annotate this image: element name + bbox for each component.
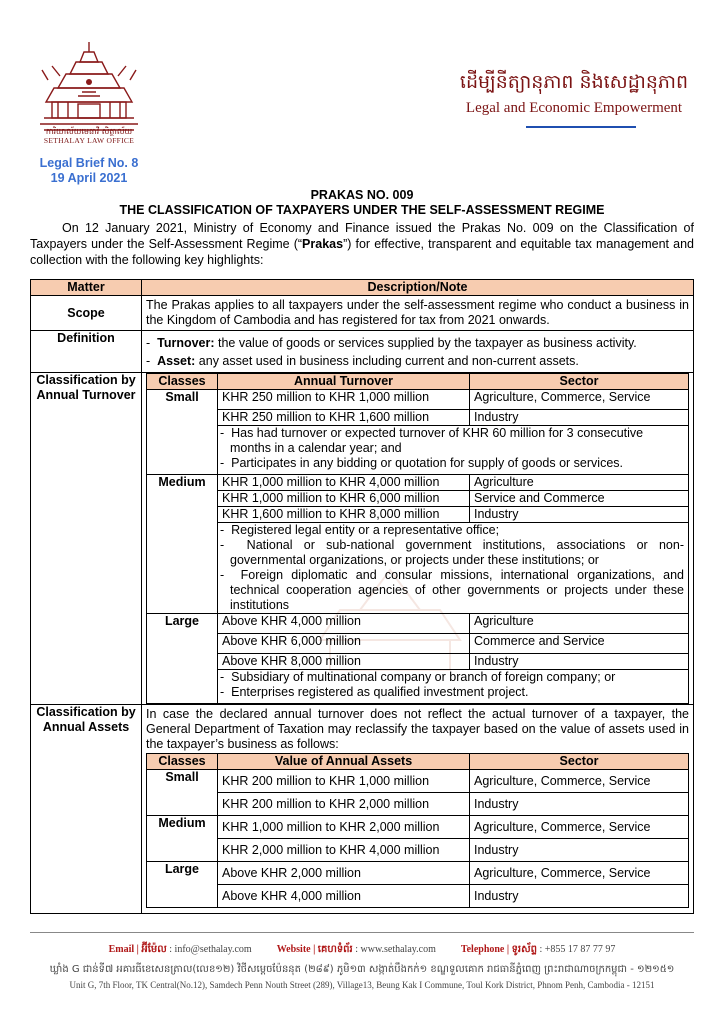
class-medium: Medium bbox=[147, 816, 218, 862]
asset-value: KHR 2,000 million to KHR 4,000 million bbox=[218, 839, 470, 862]
turnover-small-row-1 bbox=[147, 390, 689, 410]
assets-cell bbox=[142, 705, 694, 914]
definition-asset: - Asset: any asset used in business including current and non-current assets. bbox=[146, 354, 579, 368]
asset-sector: Agriculture, Commerce, Service bbox=[470, 816, 689, 839]
assets-large-row-1 bbox=[147, 862, 689, 885]
turnover-definition-text: the value of goods or services supplied by the taxpayer as business activity. bbox=[214, 336, 637, 350]
turnover-value: KHR 1,600 million to KHR 8,000 million bbox=[218, 507, 470, 523]
class-large: Large bbox=[147, 614, 218, 704]
asset-sector: Industry bbox=[470, 839, 689, 862]
turnover-sector: Commerce and Service bbox=[470, 634, 689, 654]
intro-text-1: On 12 January 2021, Ministry of Economy and Finance issued the Prakas No. 009 on the Classification of Taxpayers under the Self-Assessment Regime (“ bbox=[30, 221, 694, 251]
turnover-large-criteria bbox=[147, 670, 689, 704]
criteria-item: - Subsidiary of multinational company or branch of foreign company; or bbox=[220, 670, 616, 684]
title-line-2: THE CLASSIFICATION OF TAXPAYERS UNDER THE SELF-ASSESSMENT REGIME bbox=[119, 203, 605, 217]
turnover-large-row-2 bbox=[147, 634, 689, 654]
asset-sector: Agriculture, Commerce, Service bbox=[470, 862, 689, 885]
turnover-value: KHR 1,000 million to KHR 4,000 million bbox=[218, 475, 470, 491]
matter-turnover: Classification by Annual Turnover bbox=[31, 373, 142, 705]
inner-header-sector: Sector bbox=[470, 754, 689, 770]
row-assets-classification bbox=[31, 705, 694, 914]
turnover-sector: Industry bbox=[470, 654, 689, 670]
class-small: Small bbox=[147, 390, 218, 475]
turnover-inner-header bbox=[147, 374, 689, 390]
asset-definition-text: any asset used in business including current and non-current assets. bbox=[195, 354, 579, 368]
website-label: Website | គេហទំព័រ bbox=[276, 944, 353, 955]
turnover-sector: Industry bbox=[470, 410, 689, 426]
intro-paragraph bbox=[30, 220, 694, 268]
turnover-sector: Agriculture, Commerce, Service bbox=[470, 390, 689, 410]
turnover-sector: Industry bbox=[470, 507, 689, 523]
definition-list bbox=[146, 331, 689, 372]
small-criteria-list bbox=[218, 426, 689, 475]
header-matter: Matter bbox=[31, 280, 142, 296]
definition-cell bbox=[142, 331, 694, 373]
table-header-row bbox=[31, 280, 694, 296]
turnover-sector: Agriculture bbox=[470, 475, 689, 491]
turnover-value: Above KHR 4,000 million bbox=[218, 614, 470, 634]
asset-sector: Agriculture, Commerce, Service bbox=[470, 770, 689, 793]
logo-caption-khmer: ការិយាល័យមេធាវី សិត្ថាល័យ bbox=[45, 127, 133, 136]
criteria-text: Subsidiary of multinational company or branch of foreign company; or bbox=[231, 670, 616, 684]
brief-date: 19 April 2021 bbox=[50, 171, 128, 185]
criteria-text: Foreign diplomatic and consular missions, international organizations, and technical cooperation agencies of other governments or projects under these institutions bbox=[230, 568, 685, 612]
criteria-item: - Participates in any bidding or quotation for supply of goods or services. bbox=[220, 456, 623, 470]
turnover-medium-criteria bbox=[147, 523, 689, 614]
term-turnover: Turnover: bbox=[157, 336, 215, 350]
turnover-small-row-2 bbox=[147, 410, 689, 426]
assets-text: In case the declared annual turnover does not reflect the actual turnover of a taxpayer, the General Department of Taxation may reclassify the taxpayer based on the value of assets used in the taxpayer’s business as follows: bbox=[146, 707, 689, 751]
assets-inner-header bbox=[147, 754, 689, 770]
class-large: Large bbox=[147, 862, 218, 908]
assets-large-row-2 bbox=[147, 885, 689, 908]
brand-tagline-khmer: ដើម្បីនីត្យានុភាព និងសេដ្ឋានុភាព bbox=[459, 71, 689, 93]
turnover-medium-row-2 bbox=[147, 491, 689, 507]
scope-cell bbox=[142, 296, 694, 331]
phone-label: Telephone | ទូរស័ព្ទ bbox=[460, 944, 537, 955]
class-medium: Medium bbox=[147, 475, 218, 614]
matter-definition: Definition bbox=[31, 331, 142, 373]
asset-value: Above KHR 2,000 million bbox=[218, 862, 470, 885]
intro-prakas-term: Prakas bbox=[302, 237, 344, 251]
footer-divider bbox=[30, 932, 694, 933]
assets-small-row-1 bbox=[147, 770, 689, 793]
inner-header-classes: Classes bbox=[147, 374, 218, 390]
criteria-item: - Foreign diplomatic and consular missions, international organizations, and technical cooperation agencies of other governments or projects under these institutions bbox=[220, 568, 685, 612]
brief-number: Legal Brief No. 8 bbox=[39, 156, 139, 170]
title-line-1: PRAKAS NO. 009 bbox=[310, 188, 414, 202]
turnover-value: Above KHR 8,000 million bbox=[218, 654, 470, 670]
criteria-item: - Has had turnover or expected turnover of KHR 60 million for 3 consecutive months in a calendar year; and bbox=[220, 426, 644, 455]
asset-value: KHR 1,000 million to KHR 2,000 million bbox=[218, 816, 470, 839]
criteria-text: National or sub-national government institutions, associations or non-governmental organizations, or projects under these institutions; or bbox=[230, 538, 684, 567]
turnover-medium-row-3 bbox=[147, 507, 689, 523]
turnover-large-row-1 bbox=[147, 614, 689, 634]
asset-sector: Industry bbox=[470, 885, 689, 908]
turnover-value: KHR 250 million to KHR 1,000 million bbox=[218, 390, 470, 410]
header-description: Description/Note bbox=[142, 280, 694, 296]
scope-text: The Prakas applies to all taxpayers under the self-assessment regime who conduct a business in the Kingdom of Cambodia and has registered for tax from 2021 onwards. bbox=[146, 298, 689, 327]
large-criteria-list bbox=[218, 670, 689, 704]
inner-header-turnover: Annual Turnover bbox=[218, 374, 470, 390]
email-link[interactable]: : info@sethalay.com bbox=[166, 944, 252, 955]
row-scope bbox=[31, 296, 694, 331]
inner-header-sector: Sector bbox=[470, 374, 689, 390]
footer-address-khmer: ឃ្លាំង G ជាន់ទី៧ អគារធីខេសេនត្រាល(លេខ១២) វិថីសម្តេចប៉ែននុត (២៨៩) ភូមិ១៣ សង្កាត់បឹងកក់១ ខណ្ឌទួលគោក រាជធានីភ្នំពេញ ព្រះរាជាណាចក្រកម្ពុជា - ១២១៥១ bbox=[49, 964, 675, 975]
turnover-value: Above KHR 6,000 million bbox=[218, 634, 470, 654]
asset-value: KHR 200 million to KHR 1,000 million bbox=[218, 770, 470, 793]
asset-value: Above KHR 4,000 million bbox=[218, 885, 470, 908]
turnover-sector: Agriculture bbox=[470, 614, 689, 634]
inner-header-classes: Classes bbox=[147, 754, 218, 770]
assets-medium-row-1 bbox=[147, 816, 689, 839]
legal-brief-block bbox=[30, 156, 148, 186]
footer-address-english: Unit G, 7th Floor, TK Central(No.12), Samdech Penn Nouth Street (289), Village13, Beung Kak I Commune, Toul Kork District, Phnom Penh, Cambodia - 12151 bbox=[69, 980, 655, 990]
asset-sector: Industry bbox=[470, 793, 689, 816]
criteria-item: - Registered legal entity or a representative office; bbox=[220, 523, 500, 537]
turnover-value: KHR 1,000 million to KHR 6,000 million bbox=[218, 491, 470, 507]
criteria-item: - Enterprises registered as qualified investment project. bbox=[220, 685, 529, 699]
term-asset: Asset: bbox=[157, 354, 196, 368]
intro-text-2: ”) for effective, transparent and equitable tax management and collection with the following key highlights: bbox=[30, 237, 694, 267]
criteria-item: - National or sub-national government institutions, associations or non-governmental organizations, or projects under these institutions; or bbox=[220, 538, 684, 567]
criteria-text: Participates in any bidding or quotation for supply of goods or services. bbox=[231, 456, 623, 470]
phone-number: : +855 17 87 77 97 bbox=[536, 944, 616, 955]
assets-classes-table bbox=[146, 753, 689, 908]
asset-value: KHR 200 million to KHR 2,000 million bbox=[218, 793, 470, 816]
row-definition bbox=[31, 331, 694, 373]
turnover-cell bbox=[142, 373, 694, 705]
highlights-table bbox=[30, 279, 694, 914]
turnover-sector: Service and Commerce bbox=[470, 491, 689, 507]
brand-tagline-english: Legal and Economic Empowerment bbox=[465, 100, 683, 116]
document-title bbox=[30, 188, 694, 218]
turnover-classes-table bbox=[146, 373, 689, 704]
matter-scope: Scope bbox=[31, 296, 142, 331]
turnover-value: KHR 250 million to KHR 1,600 million bbox=[218, 410, 470, 426]
criteria-text: Registered legal entity or a representative office; bbox=[231, 523, 500, 537]
turnover-medium-row-1 bbox=[147, 475, 689, 491]
row-turnover-classification bbox=[31, 373, 694, 705]
turnover-small-criteria bbox=[147, 426, 689, 475]
turnover-large-row-3 bbox=[147, 654, 689, 670]
definition-turnover: - Turnover: the value of goods or services supplied by the taxpayer as business activity. bbox=[146, 336, 637, 350]
footer-contacts bbox=[30, 942, 694, 957]
brand-underline bbox=[526, 126, 636, 128]
criteria-text: Enterprises registered as qualified investment project. bbox=[231, 685, 529, 699]
matter-assets: Classification by Annual Assets bbox=[31, 705, 142, 914]
medium-criteria-list bbox=[218, 523, 689, 614]
assets-small-row-2 bbox=[147, 793, 689, 816]
logo-caption-english: SETHALAY LAW OFFICE bbox=[43, 136, 135, 145]
inner-header-assets: Value of Annual Assets bbox=[218, 754, 470, 770]
email-label: Email | អ៊ីម៉ែល bbox=[108, 944, 167, 955]
class-small: Small bbox=[147, 770, 218, 816]
criteria-text: Has had turnover or expected turnover of KHR 60 million for 3 consecutive months in a calendar year; and bbox=[230, 426, 644, 455]
website-link[interactable]: : www.sethalay.com bbox=[352, 944, 436, 955]
assets-medium-row-2 bbox=[147, 839, 689, 862]
